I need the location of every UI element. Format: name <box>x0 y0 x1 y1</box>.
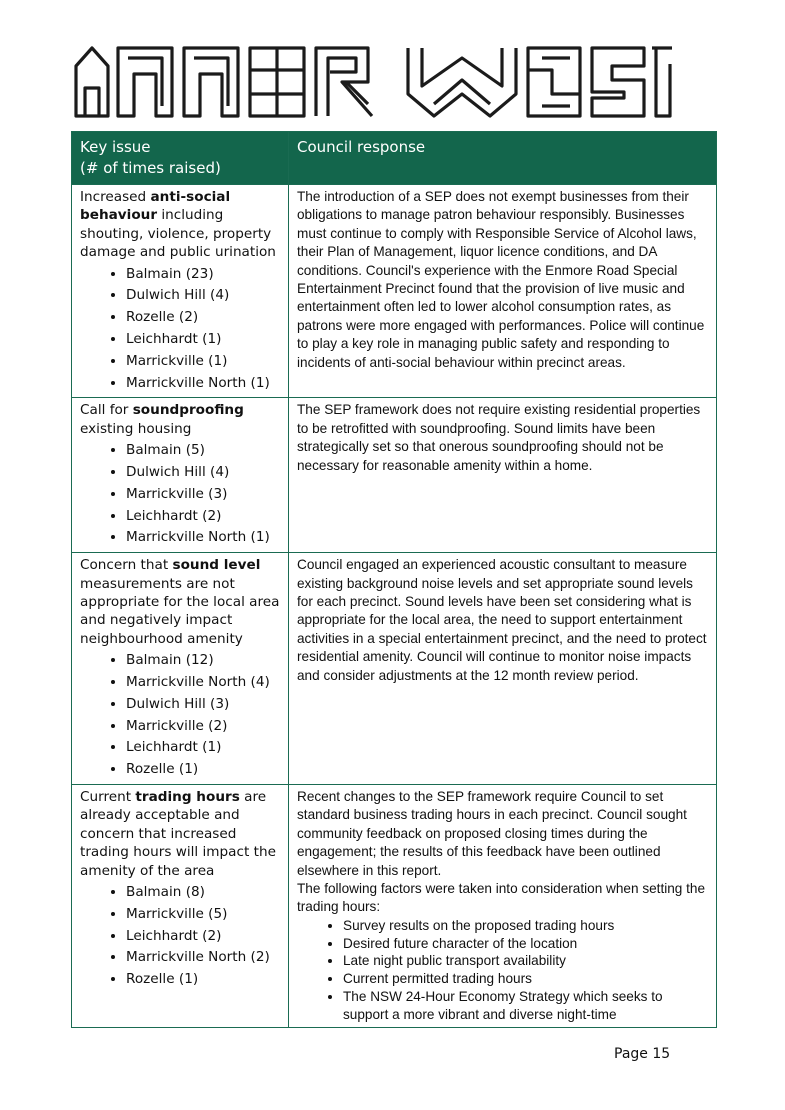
list-item: • Marrickville (5) <box>126 904 282 926</box>
list-item: • Marrickville North (2) <box>126 947 282 969</box>
response-text: The introduction of a SEP does not exempt businesses from their obligations to manage patron behaviour responsibly. Businesses must continue to comply with Responsible Service of Alcohol laws, their Plan of Management, liquor licence conditions, and DA conditions. Council's experience with the Enmore Road Special Entertainment Precinct found that the provision of live music and entertainment often led to lower alcohol consumption rates, as patrons were more engaged with performances. Police will continue to play a key role in managing public safety and responding to incidents of anti-social behaviour within precinct areas. <box>297 189 705 370</box>
table-row <box>72 398 717 553</box>
list-item: • Balmain (8) <box>126 882 282 904</box>
list-item: • Marrickville North (1) <box>126 527 282 549</box>
list-item: • Late night public transport availability <box>343 952 710 970</box>
list-item: • Balmain (12) <box>126 650 282 672</box>
suburb-list <box>80 440 282 549</box>
issue-cell <box>72 185 289 398</box>
list-item: • Marrickville (2) <box>126 716 282 738</box>
list-item: • Marrickville North (1) <box>126 373 282 395</box>
column-header-response <box>289 132 717 185</box>
list-item: • Rozelle (1) <box>126 969 282 991</box>
list-item: • Marrickville (3) <box>126 484 282 506</box>
issue-text: Current trading hours are already acceptable and concern that increased trading hours will impact the amenity of the area <box>80 789 276 879</box>
list-item: • Survey results on the proposed trading hours <box>343 917 710 935</box>
column-header-response-label: Council response <box>297 138 426 156</box>
response-cell <box>289 185 717 398</box>
list-item: • Dulwich Hill (3) <box>126 694 282 716</box>
response-text: Recent changes to the SEP framework require Council to set standard business trading hours in each precinct. Council sought community feedback on proposed closing times during the engagement; the results of this feedback have been outlined elsewhere in this report. <box>297 789 687 878</box>
issue-text: Increased anti-social behaviour including shouting, violence, property damage and public urination <box>80 189 276 261</box>
table-row <box>72 185 717 398</box>
issue-cell <box>72 785 289 1028</box>
list-item: • Dulwich Hill (4) <box>126 462 282 484</box>
list-item: • Dulwich Hill (4) <box>126 285 282 307</box>
list-item: • Balmain (23) <box>126 264 282 286</box>
response-cell <box>289 553 717 785</box>
list-item: • Leichhardt (1) <box>126 329 282 351</box>
inner-west-logo <box>72 44 672 120</box>
suburb-list <box>80 882 282 991</box>
list-item: • Leichhardt (1) <box>126 737 282 759</box>
table-header-row <box>72 132 717 185</box>
issue-cell <box>72 398 289 553</box>
list-item: • Balmain (5) <box>126 440 282 462</box>
issue-cell <box>72 553 289 785</box>
response-text: The SEP framework does not require existing residential properties to be retrofitted with soundproofing. Sound limits have been strategically set so that onerous soundproofing should not be necessary for reasonable amenity within a home. <box>297 402 701 473</box>
column-header-issue <box>72 132 289 185</box>
list-item: • Leichhardt (2) <box>126 506 282 528</box>
column-header-issue-sub: (# of times raised) <box>80 159 221 177</box>
suburb-list <box>80 264 282 395</box>
list-item: • Rozelle (1) <box>126 759 282 781</box>
issues-table <box>71 131 717 1028</box>
list-item: • Current permitted trading hours <box>343 970 710 988</box>
list-item: • The NSW 24-Hour Economy Strategy which seeks to support a more vibrant and diverse night-time <box>343 988 710 1024</box>
response-text-2: The following factors were taken into consideration when setting the trading hours: <box>297 881 706 915</box>
list-item: • Marrickville (1) <box>126 351 282 373</box>
page-number: Page 15 <box>614 1046 671 1062</box>
response-text: Council engaged an experienced acoustic consultant to measure existing background noise levels and set appropriate sound levels for each precinct. Sound levels have been set considering what is appropriate for the local area, the need to support entertainment activities in a special entertainment precinct, and the need to protect residential amenity. Council will continue to monitor noise impacts and consider adjustments at the 12 month review period. <box>297 557 707 683</box>
response-cell <box>289 398 717 553</box>
table-row <box>72 785 717 1028</box>
list-item: • Rozelle (2) <box>126 307 282 329</box>
issue-text: Call for soundproofing existing housing <box>80 402 244 437</box>
list-item: • Desired future character of the location <box>343 935 710 953</box>
response-cell <box>289 785 717 1028</box>
factor-list <box>297 917 710 1024</box>
column-header-issue-label: Key issue <box>80 138 151 156</box>
table-row <box>72 553 717 785</box>
list-item: • Marrickville North (4) <box>126 672 282 694</box>
issue-text: Concern that sound level measurements are not appropriate for the local area and negatively impact neighbourhood amenity <box>80 557 280 647</box>
list-item: • Leichhardt (2) <box>126 926 282 948</box>
suburb-list <box>80 650 282 781</box>
